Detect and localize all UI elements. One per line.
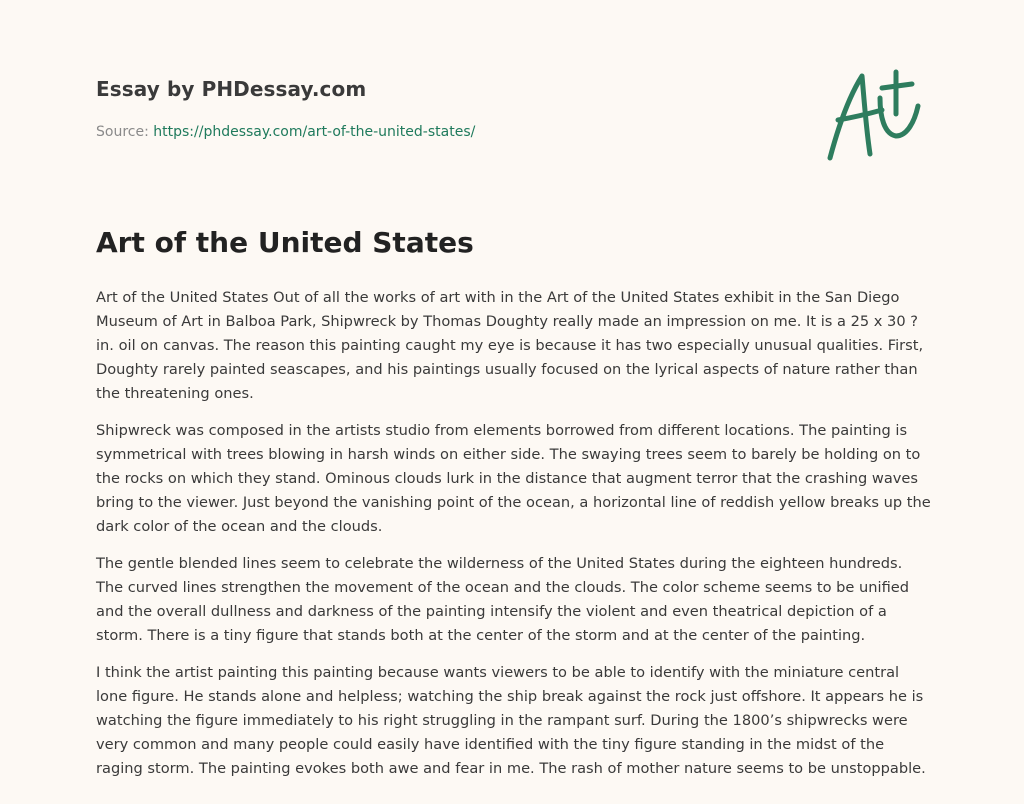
source-link[interactable]: https://phdessay.com/art-of-the-united-states/ xyxy=(153,124,476,140)
essay-paragraph: Shipwreck was composed in the artists studio from elements borrowed from different locations. The painting is symmetrical with trees blowing in harsh winds on either side. The swaying trees seem to barely be holding on to the rocks on which they stand. Ominous clouds lurk in the distance that augment terror that the crashing waves bring to the viewer. Just beyond the vanishing point of the ocean, a horizontal line of reddish yellow breaks up the dark color of the ocean and the clouds. xyxy=(96,422,931,535)
source-label: Source: xyxy=(96,124,149,140)
site-brand: Essay by PHDessay.com xyxy=(96,77,367,101)
essay-title: Art of the United States xyxy=(96,226,474,259)
essay-paragraph: I think the artist painting this painting because wants viewers to be able to identify with the miniature central lone figure. He stands alone and helpless; watching the ship break against the rock just offshore. It appears he is watching the figure immediately to his right struggling in the rampant surf. During the 1800’s shipwrecks were very common and many people could easily have identified with the tiny figure standing in the midst of the raging storm. The painting evokes both awe and fear in me. The rash of mother nature seems to be unstoppable. xyxy=(96,664,926,777)
essay-paragraph: The gentle blended lines seem to celebrate the wilderness of the United States during the eighteen hundreds. The curved lines strengthen the movement of the ocean and the clouds. The color scheme seems to be unified and the overall dullness and darkness of the painting intensify the violent and even theatrical depiction of a storm. There is a tiny figure that stands both at the center of the storm and at the center of the painting. xyxy=(96,555,910,644)
essay-paragraph: Art of the United States Out of all the works of art with in the Art of the United States exhibit in the San Diego Museum of Art in Balboa Park, Shipwreck by Thomas Doughty really made an impression on me. It is a 25 x 30 ? in. oil on canvas. The reason this painting caught my eye is because it has two especially unusual qualities. First, Doughty rarely painted seascapes, and his paintings usually focused on the lyrical aspects of nature rather than the threatening ones. xyxy=(96,289,924,402)
essay-body xyxy=(96,286,931,794)
a-plus-logo-icon xyxy=(826,68,926,164)
source-line xyxy=(96,124,475,140)
